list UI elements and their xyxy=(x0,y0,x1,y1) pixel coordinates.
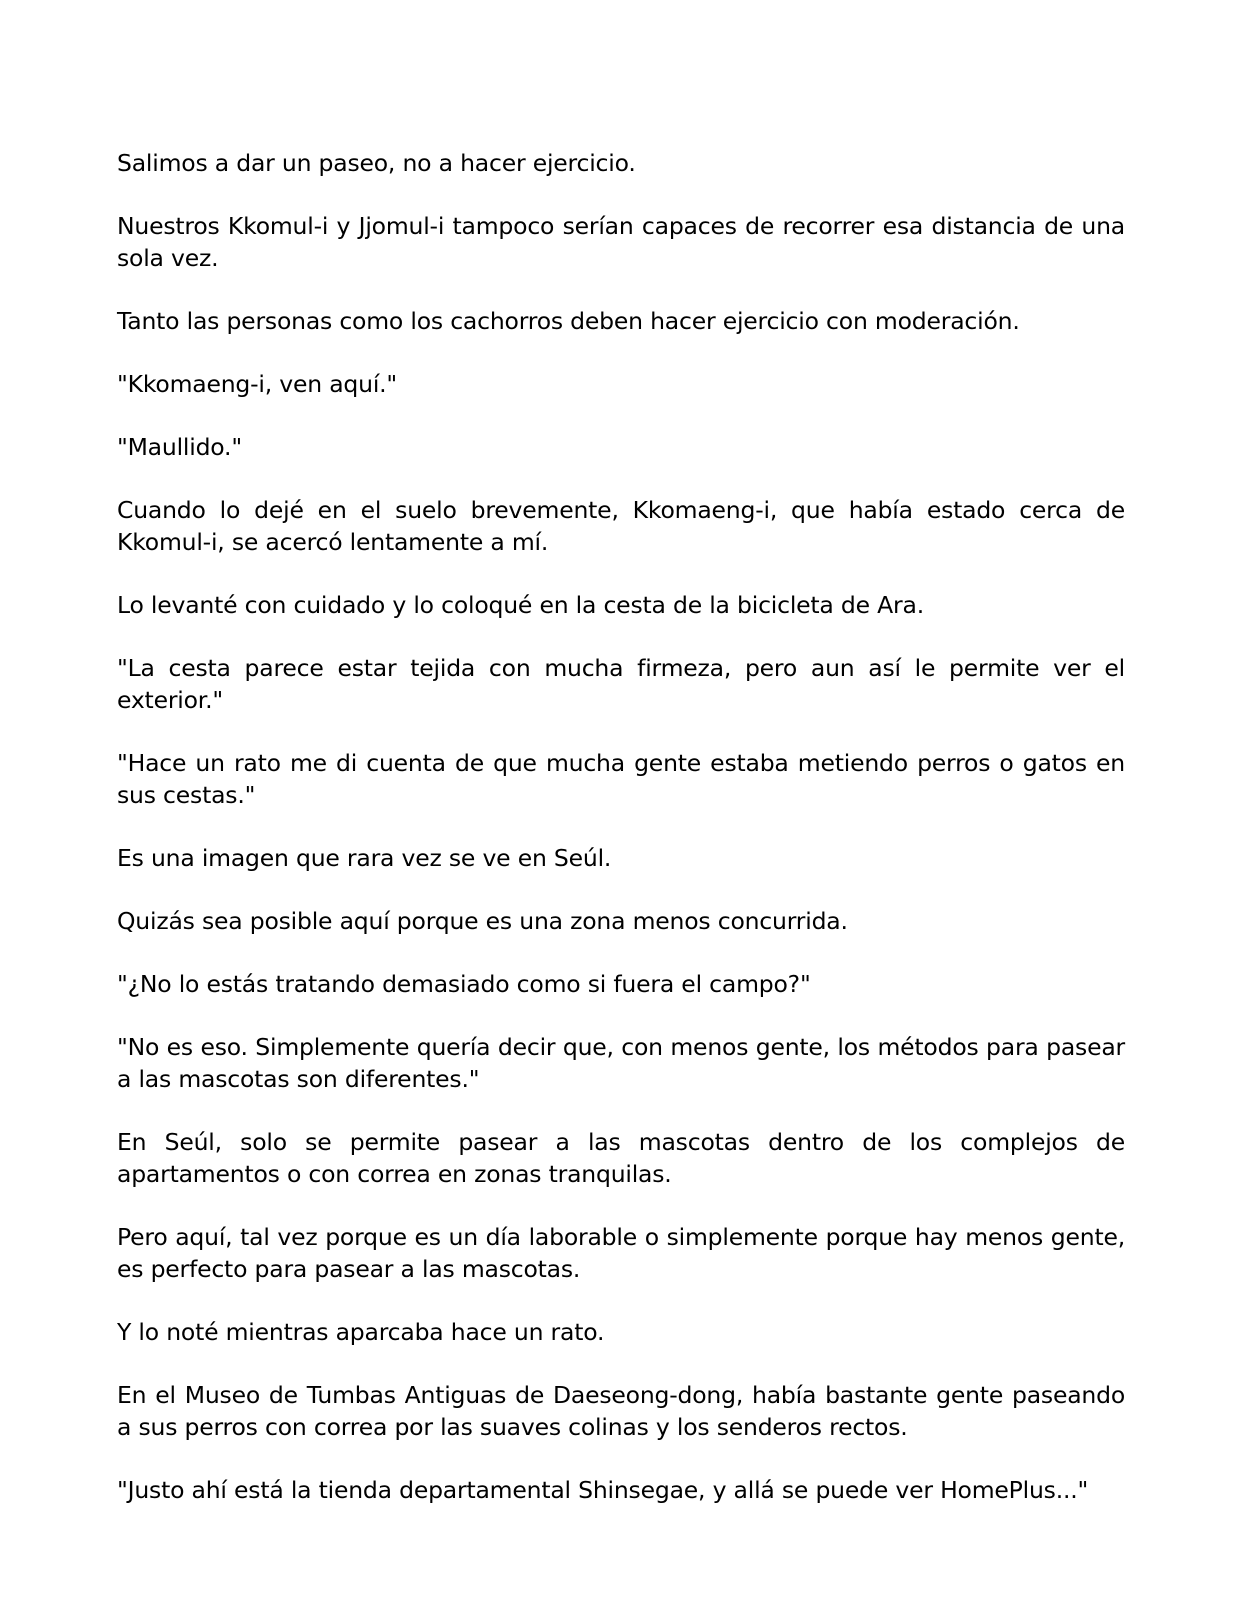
paragraph: Es una imagen que rara vez se ve en Seúl. xyxy=(117,844,612,872)
paragraph: En Seúl, solo se permite pasear a las mascotas dentro de los complejos de apartamentos o con correa en zonas tranquilas. xyxy=(117,1128,1125,1188)
paragraph: "Kkomaeng-i, ven aquí." xyxy=(117,370,398,398)
paragraph: Salimos a dar un paseo, no a hacer ejercicio. xyxy=(117,149,636,177)
paragraph: "¿No lo estás tratando demasiado como si fuera el campo?" xyxy=(117,970,811,998)
document-page xyxy=(117,147,1125,1506)
paragraph: Pero aquí, tal vez porque es un día laborable o simplemente porque hay menos gente, es perfecto para pasear a las mascotas. xyxy=(117,1223,1125,1283)
paragraph: Lo levanté con cuidado y lo coloqué en la cesta de la bicicleta de Ara. xyxy=(117,591,924,619)
paragraph: "Justo ahí está la tienda departamental Shinsegae, y allá se puede ver HomePlus..." xyxy=(117,1476,1089,1504)
paragraph: "Maullido." xyxy=(117,433,242,461)
paragraph: "No es eso. Simplemente quería decir que, con menos gente, los métodos para pasear a las mascotas son diferentes." xyxy=(117,1033,1125,1093)
paragraph: Cuando lo dejé en el suelo brevemente, Kkomaeng-i, que había estado cerca de Kkomul-i, se acercó lentamente a mí. xyxy=(117,496,1125,556)
paragraph: "Hace un rato me di cuenta de que mucha gente estaba metiendo perros o gatos en sus cestas." xyxy=(117,749,1125,809)
paragraph: Tanto las personas como los cachorros deben hacer ejercicio con moderación. xyxy=(117,307,1020,335)
paragraph: Quizás sea posible aquí porque es una zona menos concurrida. xyxy=(117,907,848,935)
paragraph: Nuestros Kkomul-i y Jjomul-i tampoco serían capaces de recorrer esa distancia de una sola vez. xyxy=(117,212,1125,272)
paragraph: "La cesta parece estar tejida con mucha firmeza, pero aun así le permite ver el exterior." xyxy=(117,654,1125,714)
paragraph: Y lo noté mientras aparcaba hace un rato. xyxy=(117,1318,605,1346)
paragraph: En el Museo de Tumbas Antiguas de Daeseong-dong, había bastante gente paseando a sus perros con correa por las suaves colinas y los senderos rectos. xyxy=(117,1381,1125,1441)
